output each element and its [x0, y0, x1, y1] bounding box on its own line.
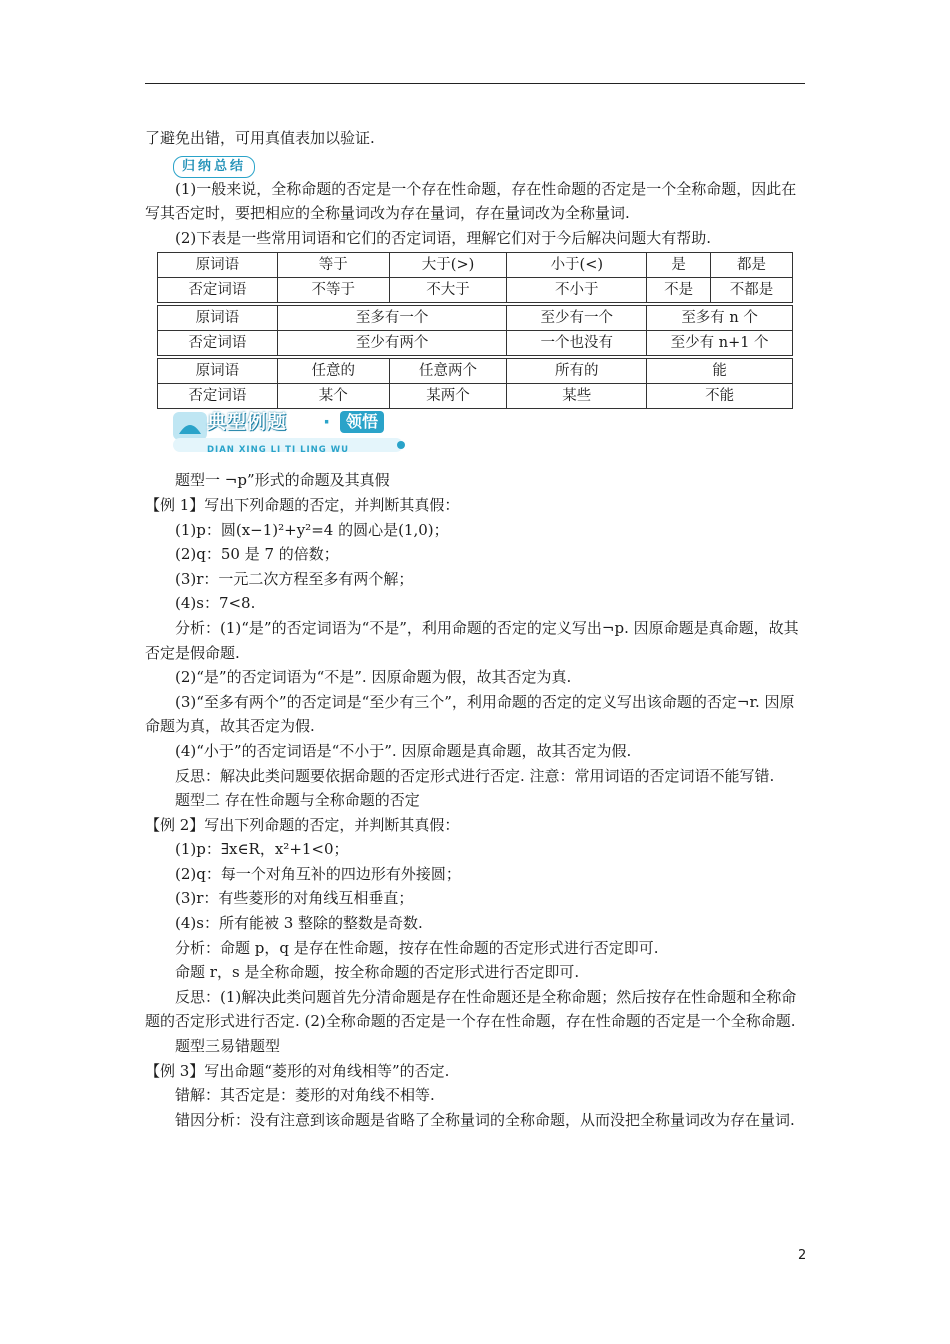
page-body	[145, 126, 805, 1132]
table-cell: 大于(>)	[389, 253, 507, 278]
summary-label: 归纳总结	[173, 156, 255, 178]
table-cell: 不能	[647, 384, 793, 409]
list-item: (2)q：每一个对角互补的四边形有外接圆；	[175, 864, 461, 883]
example-title: 【例 1】写出下列命题的否定，并判断其真假：	[145, 495, 460, 514]
table-cell: 小于(<)	[507, 253, 647, 278]
table-cell: 等于	[277, 253, 389, 278]
intro-line: 了避免出错，可用真值表加以验证.	[145, 129, 375, 147]
table-cell: 任意两个	[389, 359, 507, 384]
table-cell: 不等于	[277, 278, 389, 303]
table-cell: 否定词语	[158, 384, 278, 409]
banner-subtitle: DIAN XING LI TI LING WU	[207, 445, 349, 456]
table-cell: 至少有两个	[277, 331, 507, 356]
negation-word-table	[157, 252, 793, 409]
table-cell: 否定词语	[158, 278, 278, 303]
example-title: 【例 2】写出下列命题的否定，并判断其真假：	[145, 815, 460, 834]
table-cell: 原词语	[158, 253, 278, 278]
analysis-paragraph: (3)“至多有两个”的否定词是“至少有三个”，利用命题的否定的定义写出该命题的否定¬r. 因原命题为真，故其否定为假.	[145, 692, 795, 736]
error-analysis: 错因分析：没有注意到该命题是省略了全称量词的全称命题，从而没把全称量词改为存在量词.	[175, 1110, 795, 1129]
table-cell: 否定词语	[158, 331, 278, 356]
table-cell: 不大于	[389, 278, 507, 303]
wrong-answer: 错解：其否定是：菱形的对角线不相等.	[175, 1086, 435, 1105]
page-number: 2	[798, 1248, 807, 1263]
table-cell: 至少有一个	[507, 306, 647, 331]
table-cell: 不小于	[507, 278, 647, 303]
banner-pill: 领悟	[340, 411, 384, 433]
table-cell: 某些	[507, 384, 647, 409]
table-row	[158, 359, 793, 384]
summary-paragraph-1: (1)一般来说，全称命题的否定是一个存在性命题，存在性命题的否定是一个全称命题，因此在写其否定时，要把相应的全称量词改为存在量词，存在量词改为全称量词.	[145, 179, 797, 223]
table-row	[158, 331, 793, 356]
reflection-paragraph: 反思：解决此类问题要依据命题的否定形式进行否定. 注意：常用词语的否定词语不能写错.	[175, 766, 775, 785]
list-item: (4)s：7<8.	[175, 594, 256, 613]
table-row	[158, 253, 793, 278]
list-item: (4)s：所有能被 3 整除的整数是奇数.	[175, 914, 423, 933]
list-item: (3)r：一元二次方程至多有两个解；	[175, 569, 414, 588]
header-rule	[145, 83, 805, 84]
table-cell: 至多有 n 个	[647, 306, 793, 331]
banner-dot: ·	[323, 411, 332, 434]
type-heading: 题型二 存在性命题与全称命题的否定	[175, 791, 420, 810]
analysis-paragraph: 分析：(1)“是”的否定词语为“不是”，利用命题的否定的定义写出¬p. 因原命题是真命题，故其否定是假命题.	[145, 618, 799, 662]
table-row	[158, 278, 793, 303]
table-cell: 某两个	[389, 384, 507, 409]
table-cell: 都是	[711, 253, 793, 278]
table-cell: 一个也没有	[507, 331, 647, 356]
summary-label-row	[145, 151, 805, 177]
table-cell: 某个	[277, 384, 389, 409]
analysis-paragraph: (2)“是”的否定词语为“不是”. 因原命题为假，故其否定为真.	[175, 668, 572, 687]
table-row	[158, 384, 793, 409]
type-heading: 题型三易错题型	[175, 1037, 281, 1056]
reflection-paragraph: 反思：(1)解决此类问题首先分清命题是存在性命题还是全称命题；然后按存在性命题和全称命题的否定形式进行否定. (2)全称命题的否定是一个存在性命题，存在性命题的否定是一个全称命题.	[145, 987, 797, 1031]
analysis-paragraph: 分析：命题 p，q 是存在性命题，按存在性命题的否定形式进行否定即可.	[175, 938, 659, 957]
table-cell: 至少有 n+1 个	[647, 331, 793, 356]
table-cell: 任意的	[277, 359, 389, 384]
analysis-paragraph: (4)“小于”的否定词语是“不小于”. 因原命题是真命题，故其否定为假.	[175, 741, 632, 760]
table-row	[158, 306, 793, 331]
table-cell: 能	[647, 359, 793, 384]
example-title: 【例 3】写出命题“菱形的对角线相等”的否定.	[145, 1061, 450, 1080]
table-cell: 原词语	[158, 359, 278, 384]
banner-title: 典型例题	[207, 411, 288, 434]
table-cell: 不是	[647, 278, 711, 303]
list-item: (2)q：50 是 7 的倍数；	[175, 545, 339, 564]
examples-section	[145, 468, 805, 1132]
table-cell: 原词语	[158, 306, 278, 331]
list-item: (3)r：有些菱形的对角线互相垂直；	[175, 889, 414, 908]
table-cell: 不都是	[711, 278, 793, 303]
type-heading: 题型一 ¬p”形式的命题及其真假	[175, 471, 390, 490]
summary-paragraph-2: (2)下表是一些常用词语和它们的否定词语，理解它们对于今后解决问题大有帮助.	[175, 228, 712, 247]
analysis-paragraph: 命题 r，s 是全称命题，按全称命题的否定形式进行否定即可.	[175, 963, 580, 982]
table-cell: 至多有一个	[277, 306, 507, 331]
table-cell: 是	[647, 253, 711, 278]
table-cell: 所有的	[507, 359, 647, 384]
list-item: (1)p：圆(x−1)²+y²=4 的圆心是(1,0)；	[175, 520, 449, 539]
section-banner	[145, 408, 805, 464]
list-item: (1)p：∃x∈R，x²+1<0；	[175, 840, 349, 859]
